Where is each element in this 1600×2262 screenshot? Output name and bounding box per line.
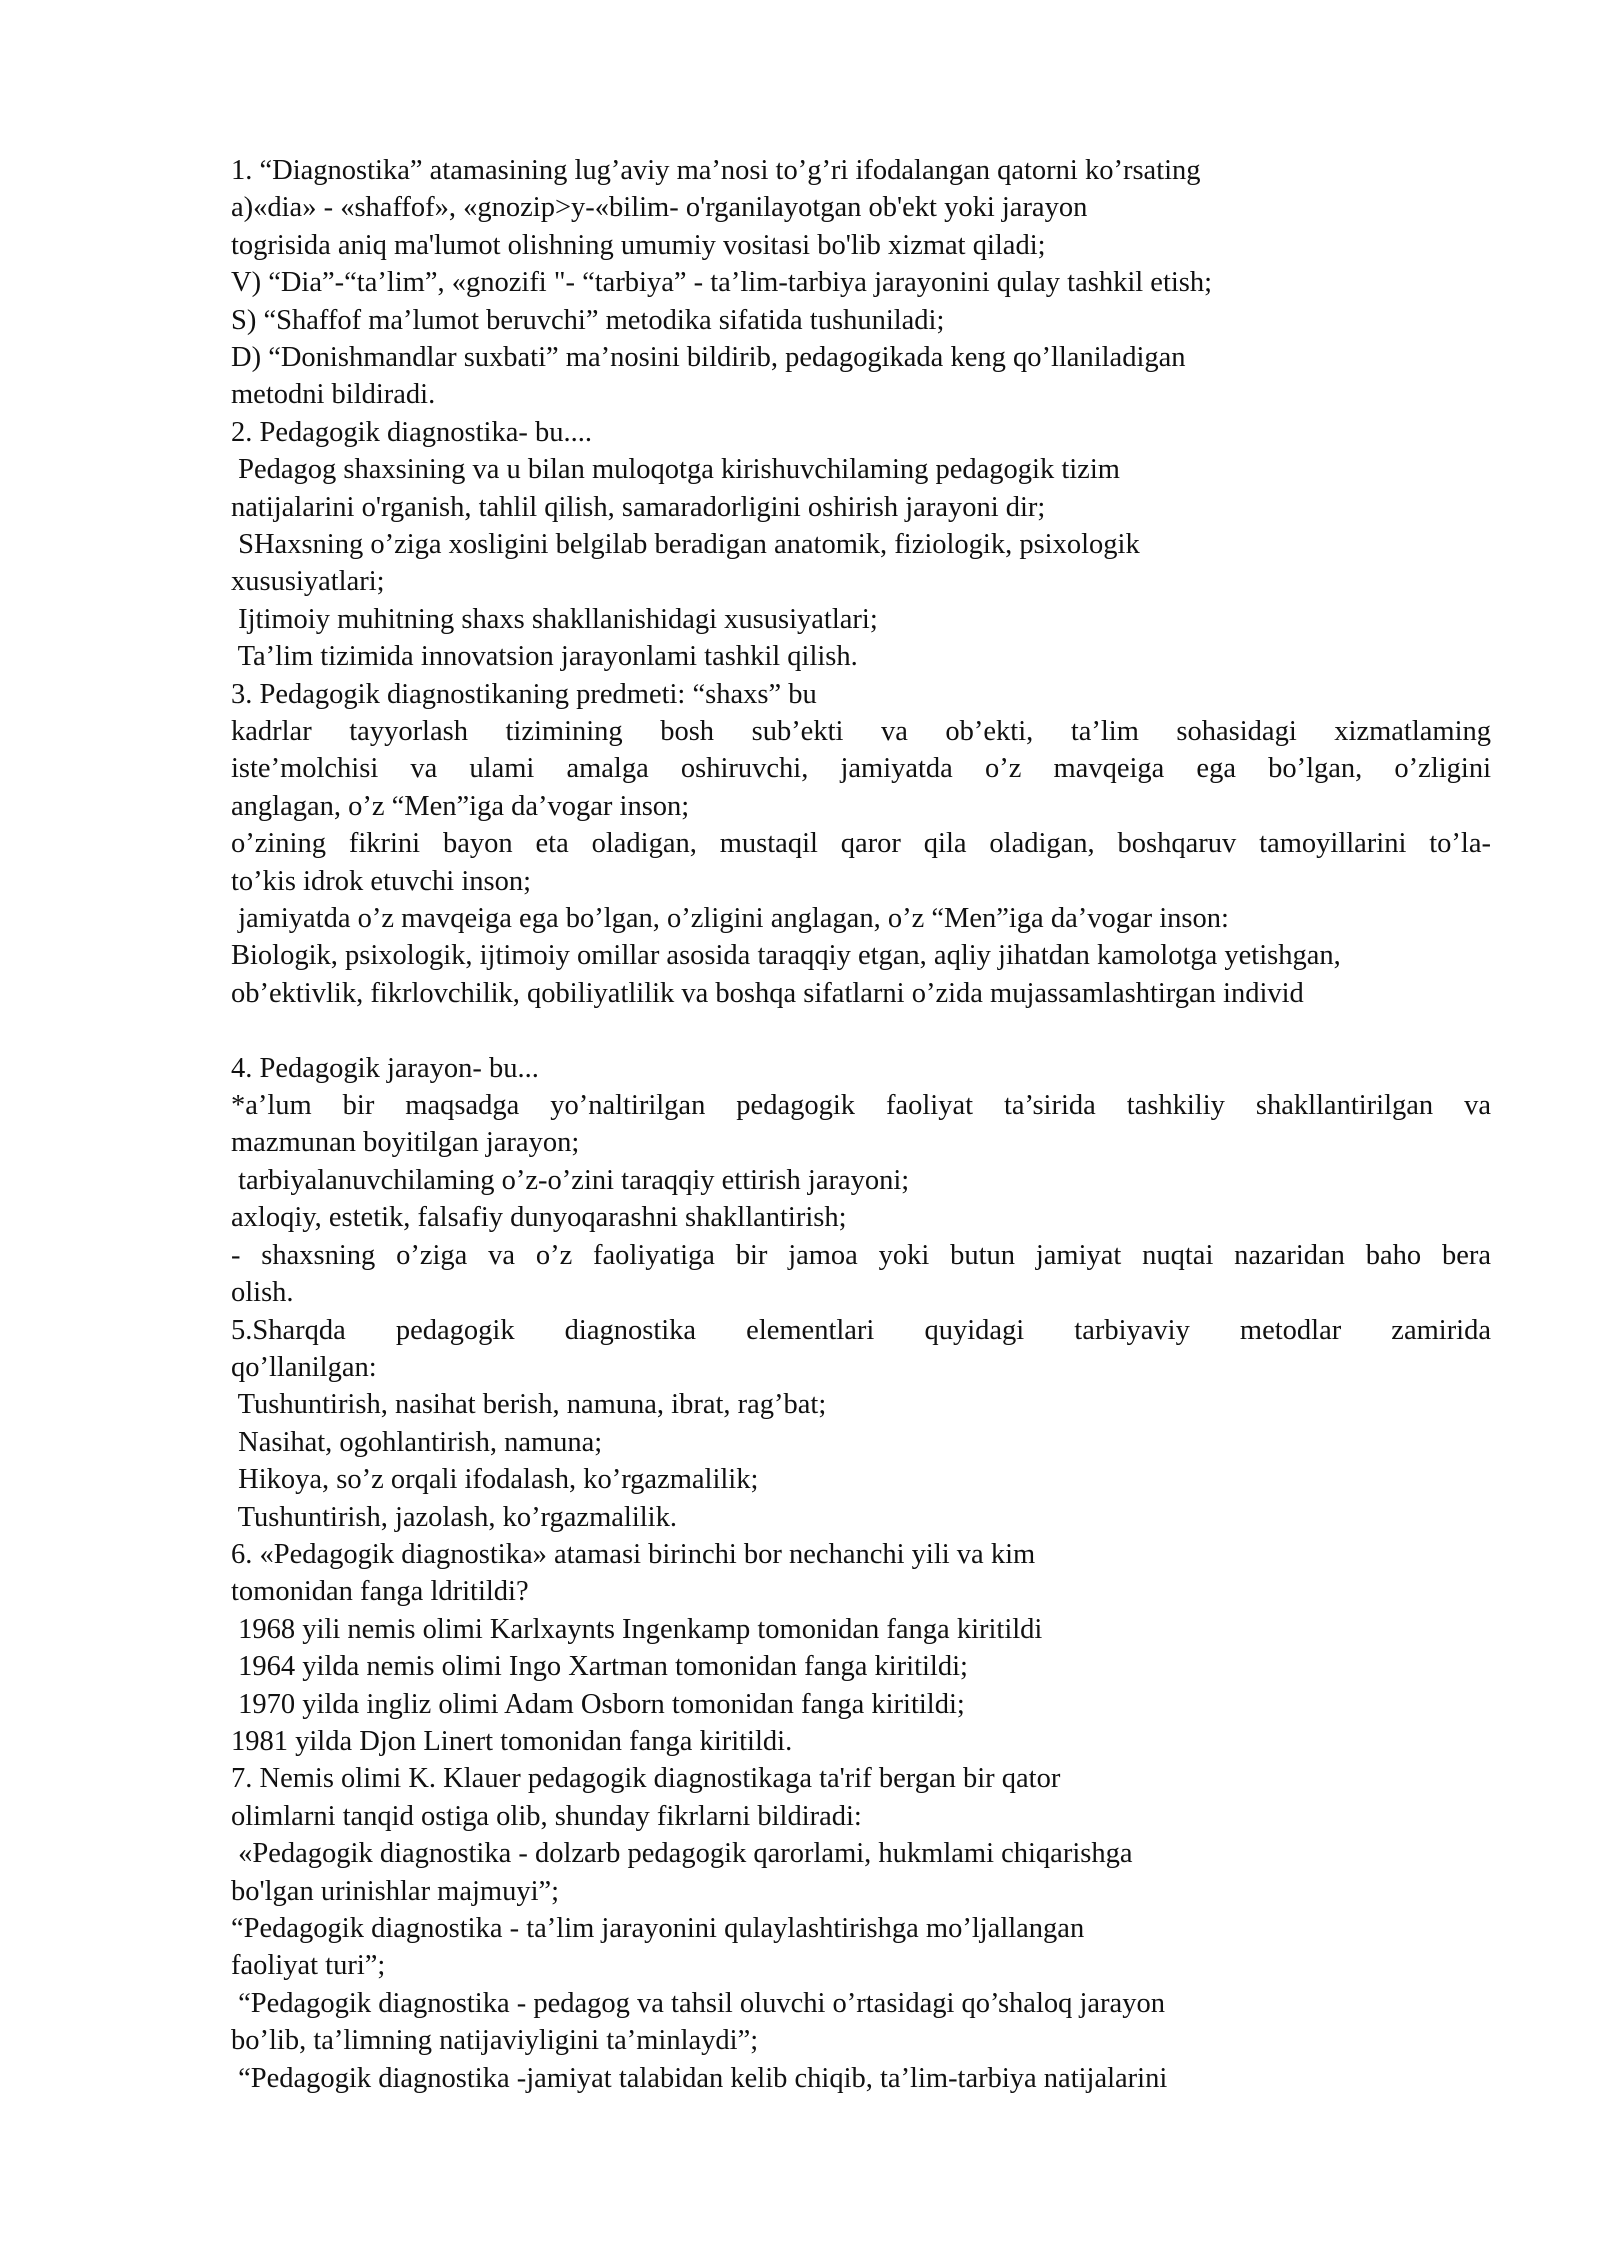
text-line: faoliyat turi”; [231,1950,386,1982]
blank-line [231,1012,1491,1049]
text-line: S) “Shaffof ma’lumot beruvchi” metodika sifatida tushuniladi; [231,304,945,336]
text-line: 1970 yilda ingliz olimi Adam Osborn tomonidan fanga kiritildi; [231,1688,965,1720]
text-line: a)«dia» - «shaffof», «gnozip>y-«bilim- o'rganilayotgan ob'ekt yoki jarayon [231,192,1088,224]
text-line: bo’lib, ta’limning natijaviyligini ta’minlaydi”; [231,2025,759,2057]
text-line: kadrlar tayyorlash tizimining bosh sub’ekti va ob’ekti, ta’lim sohasidagi xizmatlaming [231,716,1491,748]
text-line: xususiyatlari; [231,566,385,598]
text-line: 1964 yilda nemis olimi Ingo Xartman tomonidan fanga kiritildi; [231,1651,968,1683]
text-line: metodni bildiradi. [231,379,436,411]
text-line: qo’llanilgan: [231,1351,377,1383]
text-line: tarbiyalanuvchilaming o’z-o’zini taraqqiy ettirish jarayoni; [231,1164,910,1196]
text-line: Biologik, psixologik, ijtimoiy omillar asosida taraqqiy etgan, aqliy jihatdan kamolotga yetishgan, [231,940,1341,972]
text-line: 2. Pedagogik diagnostika- bu.... [231,416,592,448]
text-line: 6. «Pedagogik diagnostika» atamasi birinchi bor nechanchi yili va kim [231,1538,1036,1570]
text-line: 3. Pedagogik diagnostikaning predmeti: “shaxs” bu [231,678,817,710]
text-line: Hikoya, so’z orqali ifodalash, ko’rgazmalilik; [231,1464,759,1496]
text-line: “Pedagogik diagnostika - ta’lim jarayonini qulaylashtirishga mo’ljallangan [231,1912,1085,1944]
text-line: axloqiy, estetik, falsafiy dunyoqarashni shakllantirish; [231,1202,847,1234]
text-line: 5.Sharqda pedagogik diagnostika elementlari quyidagi tarbiyaviy metodlar zamirida [231,1314,1491,1346]
text-line: V) “Dia”-“ta’lim”, «gnozifi "- “tarbiya” - ta’lim-tarbiya jarayonini qulay tashkil etish; [231,267,1213,299]
text-line: Pedagog shaxsining va u bilan muloqotga kirishuvchilaming pedagogik tizim [231,454,1120,486]
text-line: togrisida aniq ma'lumot olishning umumiy vositasi bo'lib xizmat qiladi; [231,229,1046,261]
text-line: SHaxsning o’ziga xosligini belgilab beradigan anatomik, fiziologik, psixologik [231,529,1140,561]
text-line: iste’molchisi va ulami amalga oshiruvchi, jamiyatda o’z mavqeiga ega bo’lgan, o’zligini [231,753,1491,785]
text-line: *a’lum bir maqsadga yo’naltirilgan pedagogik faoliyat ta’sirida tashkiliy shakllantirilgan va [231,1090,1491,1122]
text-line: D) “Donishmandlar suxbati” ma’nosini bildirib, pedagogikada keng qo’llaniladigan [231,342,1186,374]
text-line: Nasihat, ogohlantirish, namuna; [231,1426,603,1458]
text-line: tomonidan fanga ldritildi? [231,1576,529,1608]
text-line: ob’ektivlik, fikrlovchilik, qobiliyatlilik va boshqa sifatlarni o’zida mujassamlashtirgan individ [231,977,1304,1009]
text-line: “Pedagogik diagnostika -jamiyat talabidan kelib chiqib, ta’lim-tarbiya natijalarini [231,2062,1168,2094]
text-line: to’kis idrok etuvchi inson; [231,865,532,897]
text-line: jamiyatda o’z mavqeiga ega bo’lgan, o’zligini anglagan, o’z “Men”iga da’vogar inson: [231,903,1229,935]
text-line: Tushuntirish, jazolash, ko’rgazmalilik. [231,1501,677,1533]
text-line: mazmunan boyitilgan jarayon; [231,1127,580,1159]
text-line: o’zining fikrini bayon eta oladigan, mustaqil qaror qila oladigan, boshqaruv tamoyillarini to’la- [231,828,1491,860]
text-line: 4. Pedagogik jarayon- bu... [231,1052,539,1084]
text-line: anglagan, o’z “Men”iga da’vogar inson; [231,790,690,822]
text-line: bo'lgan urinishlar majmuyi”; [231,1875,560,1907]
text-line: 1. “Diagnostika” atamasining lug’aviy ma’nosi to’g’ri ifodalangan qatorni ko’rsating [231,155,1201,186]
text-line: “Pedagogik diagnostika - pedagog va tahsil oluvchi o’rtasidagi qo’shaloq jarayon [231,1987,1165,2019]
text-line: olish. [231,1277,294,1309]
text-line: 1968 yili nemis olimi Karlxaynts Ingenkamp tomonidan fanga kiritildi [231,1613,1043,1645]
text-line: 1981 yilda Djon Linert tomonidan fanga kiritildi. [231,1725,793,1757]
text-line: - shaxsning o’ziga va o’z faoliyatiga bir jamoa yoki butun jamiyat nuqtai nazaridan baho bera [231,1239,1491,1271]
text-line: 7. Nemis olimi K. Klauer pedagogik diagnostikaga ta'rif bergan bir qator [231,1763,1061,1795]
text-line: olimlarni tanqid ostiga olib, shunday fikrlarni bildiradi: [231,1800,862,1832]
text-line: natijalarini o'rganish, tahlil qilish, samaradorligini oshirish jarayoni dir; [231,491,1046,523]
text-line: Ta’lim tizimida innovatsion jarayonlami tashkil qilish. [231,641,858,673]
text-line: «Pedagogik diagnostika - dolzarb pedagogik qarorlami, hukmlami chiqarishga [231,1838,1133,1870]
text-line: Tushuntirish, nasihat berish, namuna, ibrat, rag’bat; [231,1389,827,1421]
text-line: Ijtimoiy muhitning shaxs shakllanishidagi xususiyatlari; [231,603,878,635]
document-text [231,152,1491,2097]
